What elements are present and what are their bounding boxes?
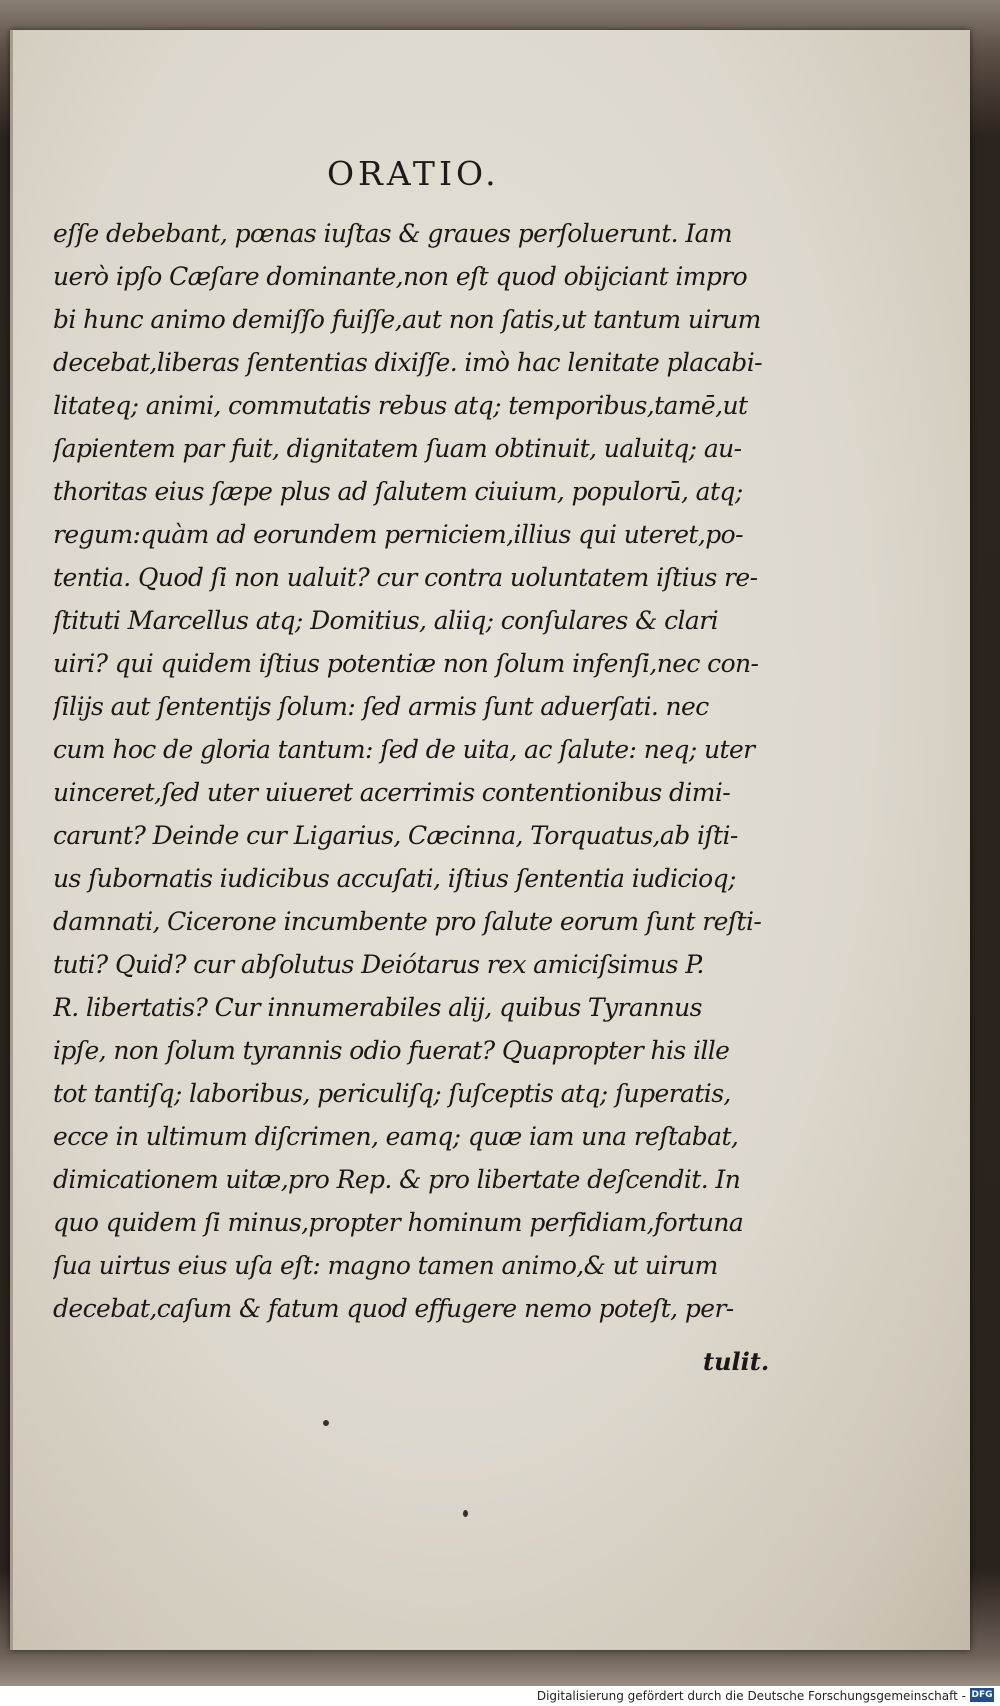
text-line: tuti? Quid? cur abſolutus Deiótarus rex amiciſsimus P. xyxy=(53,950,704,979)
page-header: ORATIO. xyxy=(327,154,500,193)
text-line: uinceret,ſed uter uiueret acerrimis contentionibus dimi- xyxy=(53,778,731,807)
text-line: thoritas eius ſæpe plus ad ſalutem ciuium, populorū, atq; xyxy=(53,477,743,506)
book-page xyxy=(10,30,970,1650)
ink-speck xyxy=(463,1510,468,1517)
text-line: quo quidem ſi minus,propter hominum perfidiam,fortuna xyxy=(53,1208,744,1237)
text-line: ſua uirtus eius uſa eſt: magno tamen animo,& ut uirum xyxy=(53,1251,718,1280)
text-line: ecce in ultimum diſcrimen, eamq; quæ iam una reſtabat, xyxy=(53,1122,739,1151)
text-line: litateq; animi, commutatis rebus atq; temporibus,tamē,ut xyxy=(53,391,748,420)
text-line: dimicationem uitæ,pro Rep. & pro libertate deſcendit. In xyxy=(53,1165,741,1194)
text-line: carunt? Deinde cur Ligarius, Cæcinna, Torquatus,ab iſti- xyxy=(53,821,738,850)
text-line: regum:quàm ad eorundem perniciem,illius qui uteret,po- xyxy=(53,520,743,549)
catchword: tulit. xyxy=(703,1347,770,1376)
text-line: decebat,caſum & fatum quod effugere nemo poteſt, per- xyxy=(53,1294,734,1323)
text-line: bi hunc animo demiſſo fuiſſe,aut non ſatis,ut tantum uirum xyxy=(53,305,761,334)
text-line: ſapientem par fuit, dignitatem ſuam obtinuit, ualuitq; au- xyxy=(53,434,742,463)
text-line: ipſe, non ſolum tyrannis odio fuerat? Quapropter his ille xyxy=(53,1036,730,1065)
body-text xyxy=(53,214,793,1344)
text-line: ſtituti Marcellus atq; Domitius, aliiq; conſulares & clari xyxy=(53,606,718,635)
text-line: tot tantiſq; laboribus, periculiſq; ſuſceptis atq; ſuperatis, xyxy=(53,1079,731,1108)
funding-credit: Digitalisierung gefördert durch die Deutsche Forschungsgemeinschaft - xyxy=(536,1689,966,1703)
text-line: damnati, Cicerone incumbente pro ſalute eorum ſunt reſti- xyxy=(53,907,762,936)
text-line: decebat,liberas ſententias dixiſſe. imò hac lenitate placabi- xyxy=(53,348,762,377)
text-line: us ſubornatis iudicibus accuſati, iſtius ſententia iudicioq; xyxy=(53,864,736,893)
text-line: uerò ipſo Cæſare dominante,non eſt quod obijciant impro xyxy=(53,262,748,291)
text-line: ſilijs aut ſententijs ſolum: ſed armis ſunt aduerſati. nec xyxy=(53,692,709,721)
footer-bar xyxy=(0,1686,1000,1706)
ink-speck xyxy=(323,1420,329,1426)
text-line: tentia. Quod ſi non ualuit? cur contra uoluntatem iſtius re- xyxy=(53,563,758,592)
text-line: R. libertatis? Cur innumerabiles alij, quibus Tyrannus xyxy=(53,993,702,1022)
text-line: eſſe debebant, pœnas iuſtas & graues perſoluerunt. Iam xyxy=(53,219,733,248)
text-line: cum hoc de gloria tantum: ſed de uita, ac ſalute: neq; uter xyxy=(53,735,755,764)
text-line: uiri? qui quidem iſtius potentiæ non ſolum infenſi,nec con- xyxy=(53,649,759,678)
dfg-logo-icon: DFG xyxy=(971,1690,993,1700)
